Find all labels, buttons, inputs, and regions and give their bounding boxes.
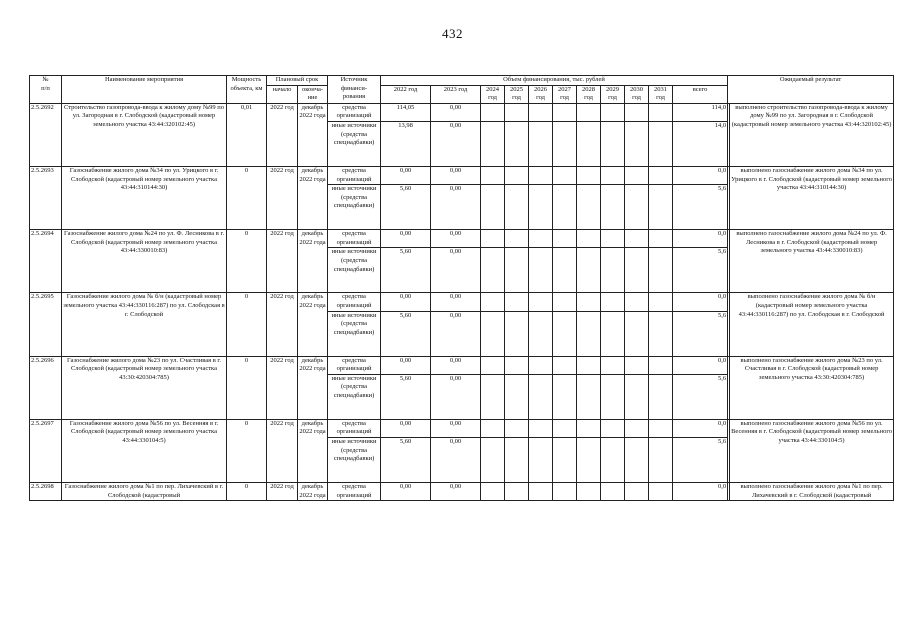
row-value-2022: 13,98 (381, 121, 431, 166)
row-name: Газоснабжение жилого дома №24 по ул. Ф. Лесникова в г. Слободской (кадастровый номер земельного участка 43:44:330010:83) (62, 230, 227, 293)
row-num: 2.5.2698 (30, 482, 62, 500)
row-name: Газоснабжение жилого дома № б/н (кадастровый номер земельного участка 43:44:330116:287) по ул. Слободская в г. Слободской (62, 293, 227, 356)
row-value-2023: 0,00 (431, 374, 481, 419)
row-source-1: средства организаций (328, 356, 381, 374)
row-source-1: средства организаций (328, 103, 381, 121)
col-2029: 2029 год (601, 85, 625, 103)
row-capacity: 0 (227, 230, 267, 293)
row-total: 0,0 (673, 356, 728, 374)
row-total: 5,6 (673, 185, 728, 230)
row-value-2023: 0,00 (431, 437, 481, 482)
row-source-2: иные источники (средства спецнадбавки) (328, 437, 381, 482)
row-value-2022: 0,00 (381, 356, 431, 374)
row-start: 2022 год (267, 356, 298, 419)
row-num: 2.5.2695 (30, 293, 62, 356)
row-capacity: 0 (227, 356, 267, 419)
table-row (30, 419, 894, 437)
row-total: 0,0 (673, 419, 728, 437)
col-volume: Объем финансирования, тыс. рублей (381, 76, 728, 86)
row-result: выполнено газоснабжение жилого дома №56 по ул. Весенняя в г. Слободской (кадастровый номер земельного участка 43:44:330104:5) (730, 419, 894, 482)
row-total: 5,6 (673, 311, 728, 356)
row-result: выполнено газоснабжение жилого дома № б/н (кадастровый номер земельного участка 43:44:330116:287) по ул. Слободская в г. Слободской (730, 293, 894, 356)
row-value-2022: 0,00 (381, 293, 431, 311)
row-value-2023: 0,00 (431, 419, 481, 437)
row-value-2022: 0,00 (381, 419, 431, 437)
row-value-2023: 0,00 (431, 121, 481, 166)
row-value-2023: 0,00 (431, 103, 481, 121)
table-row (30, 230, 894, 248)
row-result: выполнено строительство газопровода-ввода к жилому дому №99 по ул. Загородная в г. Слободской (кадастровый номер земельного участка 43:44:320102:45) (730, 103, 894, 166)
row-value-2023: 0,00 (431, 482, 481, 500)
row-total: 0,0 (673, 166, 728, 184)
row-num: 2.5.2692 (30, 103, 62, 166)
row-source-2: иные источники (средства спецнадбавки) (328, 311, 381, 356)
row-capacity: 0 (227, 166, 267, 229)
row-num: 2.5.2694 (30, 230, 62, 293)
row-value-2023: 0,00 (431, 311, 481, 356)
row-value-2023: 0,00 (431, 185, 481, 230)
col-capacity: Мощность объекта, км (227, 76, 267, 104)
row-name: Строительство газопровода-ввода к жилому дому №99 по ул. Загородная в г. Слободской (кадастровый номер земельного участка 43:44:320102:45) (62, 103, 227, 166)
row-end: декабрь 2022 года (298, 293, 328, 356)
row-result: выполнено газоснабжение жилого дома №1 по пер. Лихачевский в г. Слободской (кадастровый (730, 482, 894, 500)
col-sources: Источник финанси- рования (328, 76, 381, 104)
row-name: Газоснабжение жилого дома №56 по ул. Весенняя в г. Слободской (кадастровый номер земельного участка 43:44:330104:5) (62, 419, 227, 482)
row-result: выполнено газоснабжение жилого дома №34 по ул. Урицкого в г. Слободской (кадастровый номер земельного участка 43:44:310144:30) (730, 166, 894, 229)
row-source-1: средства организаций (328, 230, 381, 248)
row-end: декабрь 2022 года (298, 103, 328, 166)
row-name: Газоснабжение жилого дома №23 по ул. Счастливая в г. Слободской (кадастровый номер земельного участка 43:30:420304:785) (62, 356, 227, 419)
row-value-2022: 5,60 (381, 185, 431, 230)
row-start: 2022 год (267, 103, 298, 166)
row-source-2: иные источники (средства спецнадбавки) (328, 121, 381, 166)
row-capacity: 0,01 (227, 103, 267, 166)
row-value-2022: 5,60 (381, 248, 431, 293)
row-start: 2022 год (267, 166, 298, 229)
row-end: декабрь 2022 года (298, 419, 328, 482)
row-start: 2022 год (267, 419, 298, 482)
financing-table (29, 75, 894, 501)
row-source-1: средства организаций (328, 482, 381, 500)
table-row (30, 166, 894, 184)
row-total: 5,6 (673, 248, 728, 293)
row-value-2022: 114,05 (381, 103, 431, 121)
row-start: 2022 год (267, 230, 298, 293)
col-num: № п/п (30, 76, 62, 104)
row-result: выполнено газоснабжение жилого дома №23 по ул. Счастливая в г. Слободской (кадастровый номер земельного участка 43:30:420304:785) (730, 356, 894, 419)
row-value-2022: 5,60 (381, 311, 431, 356)
row-start: 2022 год (267, 482, 298, 500)
row-source-1: средства организаций (328, 419, 381, 437)
row-source-2: иные источники (средства спецнадбавки) (328, 248, 381, 293)
row-total: 0,0 (673, 230, 728, 248)
row-value-2023: 0,00 (431, 293, 481, 311)
col-start: начало (267, 85, 298, 103)
row-end: декабрь 2022 года (298, 230, 328, 293)
row-value-2022: 0,00 (381, 166, 431, 184)
col-2023: 2023 год (431, 85, 481, 103)
header-row-1 (30, 76, 894, 86)
col-2028: 2028 год (577, 85, 601, 103)
row-source-1: средства организаций (328, 166, 381, 184)
row-num: 2.5.2697 (30, 419, 62, 482)
row-value-2022: 5,60 (381, 437, 431, 482)
row-capacity: 0 (227, 293, 267, 356)
col-2027: 2027 год (553, 85, 577, 103)
row-value-2022: 0,00 (381, 482, 431, 500)
row-value-2023: 0,00 (431, 248, 481, 293)
row-value-2023: 0,00 (431, 166, 481, 184)
col-total: всего (673, 85, 728, 103)
row-source-2: иные источники (средства спецнадбавки) (328, 374, 381, 419)
col-name: Наименование мероприятия (62, 76, 227, 104)
row-total: 5,6 (673, 437, 728, 482)
row-end: декабрь 2022 года (298, 356, 328, 419)
col-2024: 2024 год (481, 85, 505, 103)
col-plan-term: Плановый срок (267, 76, 328, 86)
row-end: декабрь 2022 года (298, 166, 328, 229)
row-capacity: 0 (227, 419, 267, 482)
row-value-2022: 0,00 (381, 230, 431, 248)
row-total: 0,0 (673, 293, 728, 311)
row-total: 0,0 (673, 482, 728, 500)
col-end: оконча- ние (298, 85, 328, 103)
col-2025: 2025 год (505, 85, 529, 103)
row-total: 114,0 (673, 103, 728, 121)
row-start: 2022 год (267, 293, 298, 356)
col-2031: 2031 год (649, 85, 673, 103)
row-end: декабрь 2022 года (298, 482, 328, 500)
row-value-2023: 0,00 (431, 356, 481, 374)
row-total: 5,6 (673, 374, 728, 419)
row-value-2023: 0,00 (431, 230, 481, 248)
row-name: Газоснабжение жилого дома №1 по пер. Лихачевский в г. Слободской (кадастровый (62, 482, 227, 500)
table-row (30, 103, 894, 121)
col-result: Ожидаемый результат (728, 76, 894, 104)
row-num: 2.5.2696 (30, 356, 62, 419)
row-source-1: средства организаций (328, 293, 381, 311)
page-number: 432 (442, 26, 463, 41)
col-2030: 2030 год (625, 85, 649, 103)
row-capacity: 0 (227, 482, 267, 500)
table-row (30, 293, 894, 311)
table-row (30, 482, 894, 500)
row-value-2022: 5,60 (381, 374, 431, 419)
row-name: Газоснабжение жилого дома №34 по ул. Урицкого в г. Слободской (кадастровый номер земельного участка 43:44:310144:30) (62, 166, 227, 229)
table-row (30, 356, 894, 374)
col-2026: 2026 год (529, 85, 553, 103)
row-source-2: иные источники (средства спецнадбавки) (328, 185, 381, 230)
row-result: выполнено газоснабжение жилого дома №24 по ул. Ф. Лесникова в г. Слободской (кадастровый номер земельного участка 43:44:330010:83) (730, 230, 894, 293)
col-2022: 2022 год (381, 85, 431, 103)
row-num: 2.5.2693 (30, 166, 62, 229)
row-total: 14,0 (673, 121, 728, 166)
